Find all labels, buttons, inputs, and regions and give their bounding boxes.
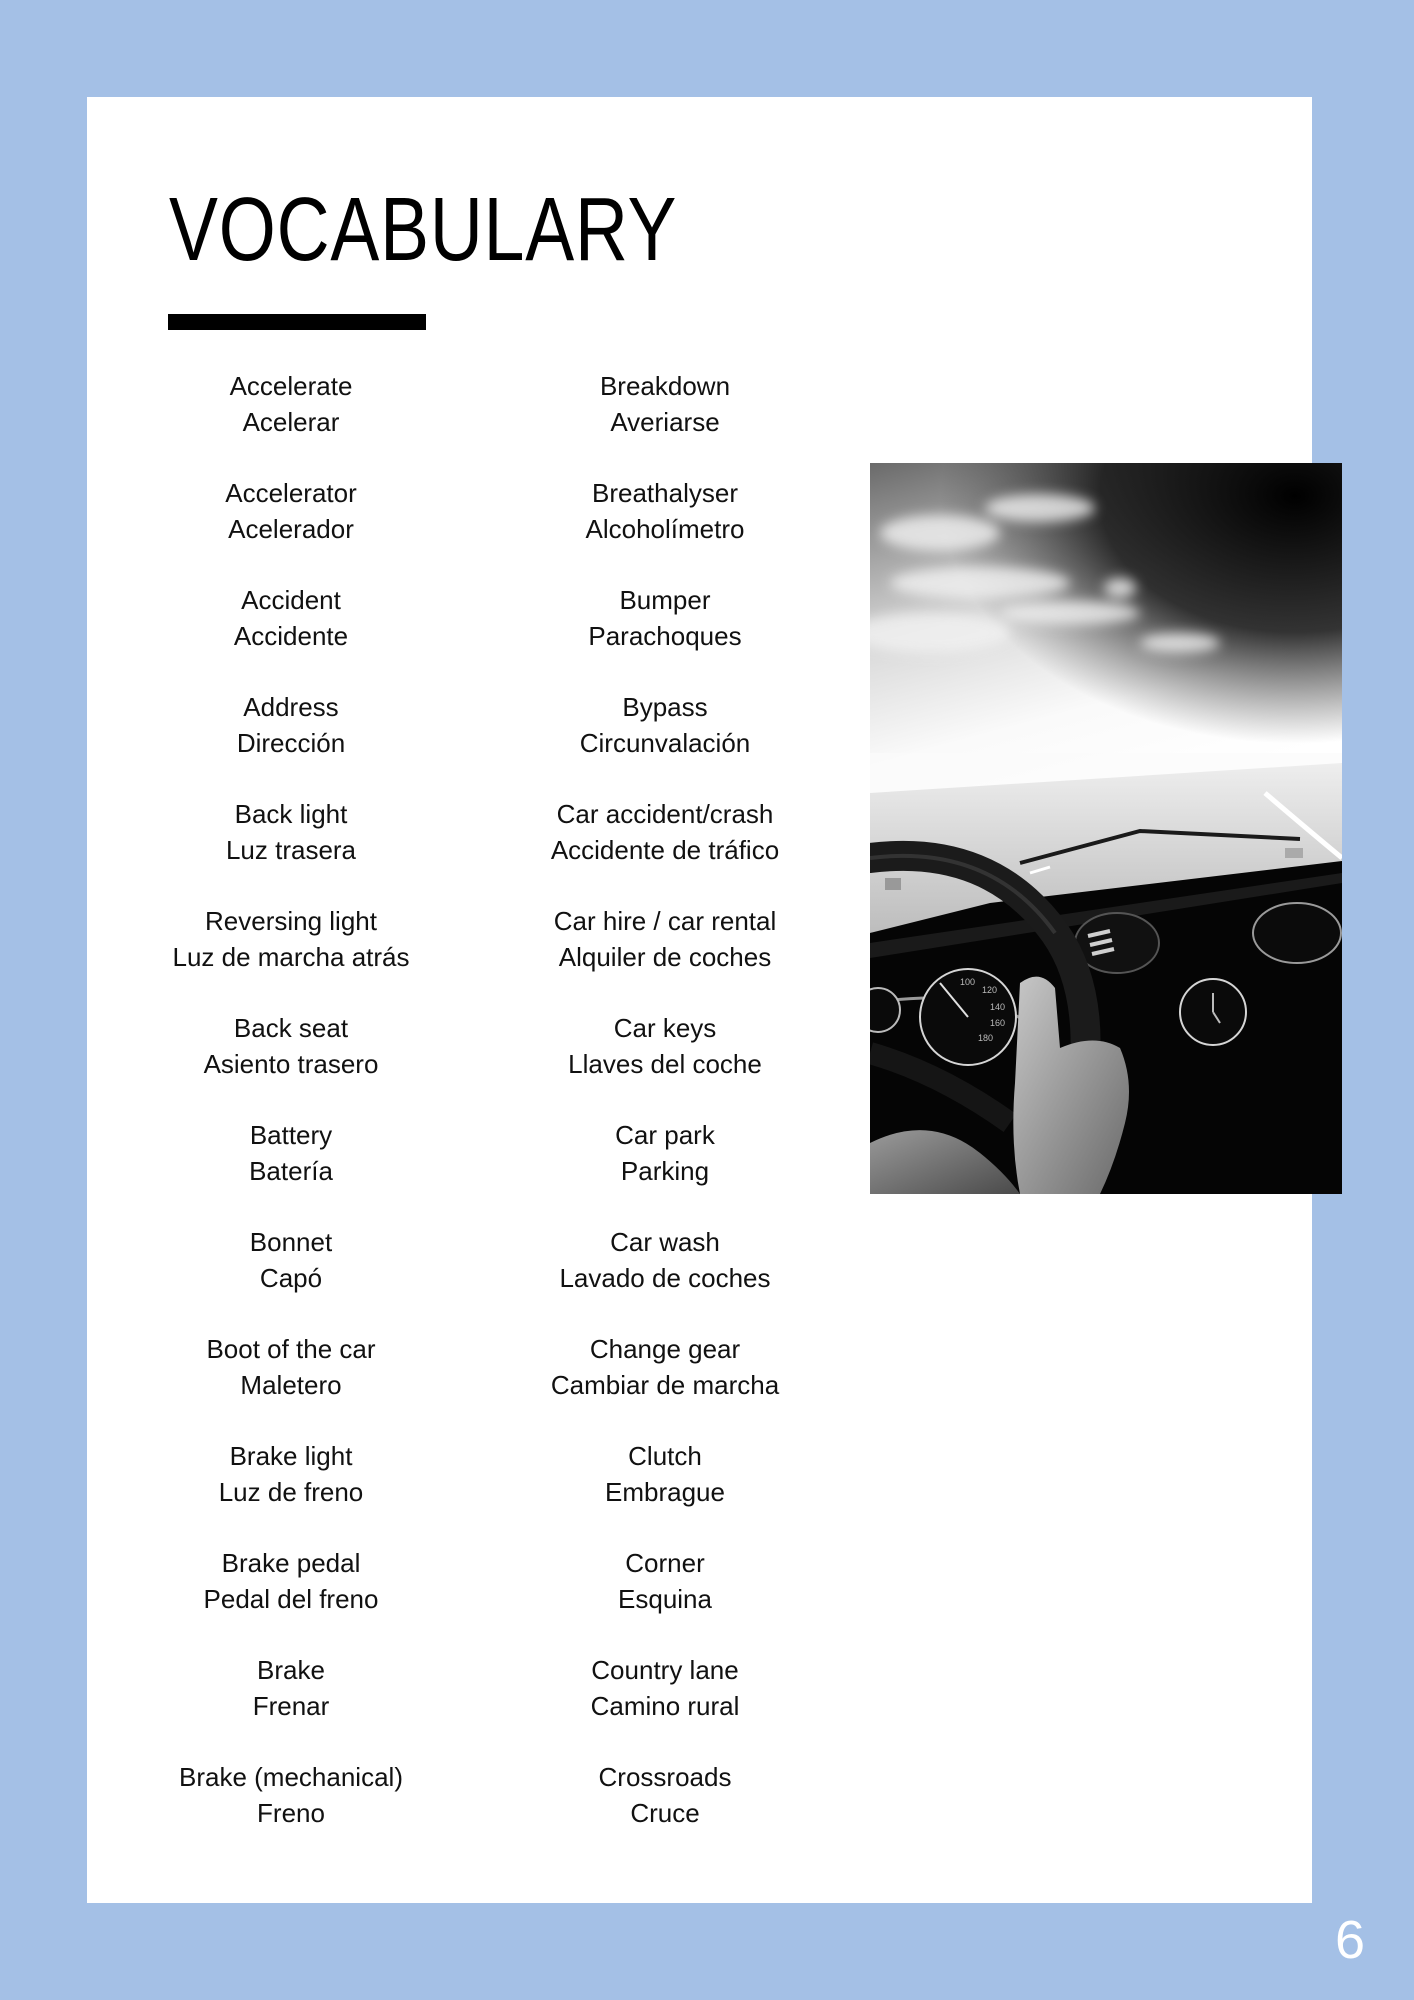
- vocabulary-pair: [485, 903, 845, 975]
- vocabulary-pair: [111, 1545, 471, 1617]
- spanish-translation: Dirección: [236, 728, 346, 758]
- english-term: Clutch: [628, 1441, 702, 1471]
- english-term: Boot of the car: [206, 1334, 376, 1364]
- spanish-translation: Frenar: [252, 1691, 330, 1721]
- vocabulary-pair: [485, 796, 845, 868]
- vocabulary-pair: [485, 1759, 845, 1831]
- spanish-translation: Parachoques: [588, 621, 742, 651]
- english-term: Car accident/crash: [556, 799, 774, 829]
- spanish-translation: Averiarse: [610, 407, 720, 437]
- vocabulary-pair: [111, 368, 471, 440]
- spanish-translation: Acelerar: [242, 407, 340, 437]
- english-term: Bypass: [622, 692, 708, 722]
- svg-text:140: 140: [990, 1002, 1006, 1012]
- vocabulary-pair: [485, 582, 845, 654]
- english-term: Brake pedal: [221, 1548, 361, 1578]
- page-number: 6: [1334, 1910, 1366, 1970]
- spanish-translation: Llaves del coche: [568, 1049, 762, 1079]
- vocabulary-pair: [111, 689, 471, 761]
- spanish-translation: Maletero: [240, 1370, 342, 1400]
- spanish-translation: Alcoholímetro: [585, 514, 745, 544]
- english-term: Reversing light: [205, 906, 377, 936]
- svg-text:160: 160: [990, 1018, 1006, 1028]
- english-term: Car keys: [613, 1013, 717, 1043]
- vocabulary-pair: [485, 1331, 845, 1403]
- spanish-translation: Freno: [257, 1798, 325, 1828]
- vocabulary-pair: [111, 1117, 471, 1189]
- vocabulary-pair: [111, 475, 471, 547]
- vocabulary-pair: [111, 796, 471, 868]
- vocabulary-pair: [485, 1438, 845, 1510]
- english-term: Country lane: [591, 1655, 739, 1685]
- english-term: Brake: [257, 1655, 325, 1685]
- vocabulary-pair: [111, 1010, 471, 1082]
- vocabulary-pair: [485, 1117, 845, 1189]
- vocabulary-pair: [485, 475, 845, 547]
- english-term: Bonnet: [249, 1227, 333, 1257]
- spanish-translation: Luz trasera: [225, 835, 357, 865]
- vocabulary-pair: [111, 582, 471, 654]
- svg-text:120: 120: [982, 985, 998, 995]
- spanish-translation: Lavado de coches: [559, 1263, 771, 1293]
- english-term: Back light: [234, 799, 348, 829]
- vocabulary-pair: [485, 689, 845, 761]
- english-term: Accelerate: [229, 371, 353, 401]
- spanish-translation: Parking: [620, 1156, 710, 1186]
- spanish-translation: Alquiler de coches: [558, 942, 772, 972]
- english-term: Breakdown: [599, 371, 731, 401]
- english-term: Bumper: [619, 585, 711, 615]
- spanish-translation: Circunvalación: [579, 728, 751, 758]
- spanish-translation: Pedal del freno: [203, 1584, 379, 1614]
- english-term: Car park: [615, 1120, 715, 1150]
- spanish-translation: Acelerador: [228, 514, 354, 544]
- vocabulary-pair: [111, 1331, 471, 1403]
- vocabulary-pair: [111, 1759, 471, 1831]
- title-underline-bar: [168, 314, 426, 330]
- vocabulary-pair: [111, 1224, 471, 1296]
- english-term: Address: [243, 692, 339, 722]
- spanish-translation: Accidente de tráfico: [550, 835, 780, 865]
- english-term: Car hire / car rental: [553, 906, 777, 936]
- driving-photo: [870, 463, 1342, 1194]
- vocabulary-pair: [111, 1652, 471, 1724]
- spanish-translation: Capó: [259, 1263, 323, 1293]
- english-term: Back seat: [233, 1013, 349, 1043]
- spanish-translation: Esquina: [618, 1584, 712, 1614]
- english-term: Breathalyser: [592, 478, 738, 508]
- english-term: Change gear: [589, 1334, 741, 1364]
- svg-text:100: 100: [960, 977, 976, 987]
- spanish-translation: Luz de marcha atrás: [172, 942, 410, 972]
- page-title: VOCABULARY: [169, 180, 678, 280]
- english-term: Crossroads: [598, 1762, 732, 1792]
- vocabulary-pair: [485, 1545, 845, 1617]
- spanish-translation: Camino rural: [590, 1691, 740, 1721]
- english-term: Car wash: [610, 1227, 720, 1257]
- vocabulary-pair: [485, 368, 845, 440]
- vocabulary-pair: [485, 1652, 845, 1724]
- spanish-translation: Luz de freno: [218, 1477, 364, 1507]
- vocabulary-pair: [111, 1438, 471, 1510]
- spanish-translation: Cambiar de marcha: [550, 1370, 780, 1400]
- spanish-translation: Cruce: [630, 1798, 700, 1828]
- spanish-translation: Embrague: [605, 1477, 725, 1507]
- english-term: Corner: [625, 1548, 705, 1578]
- spanish-translation: Asiento trasero: [203, 1049, 379, 1079]
- spanish-translation: Accidente: [233, 621, 349, 651]
- vocabulary-pair: [111, 903, 471, 975]
- english-term: Accident: [241, 585, 341, 615]
- vocabulary-pair: [485, 1010, 845, 1082]
- english-term: Accelerator: [225, 478, 357, 508]
- english-term: Brake (mechanical): [179, 1762, 403, 1792]
- english-term: Battery: [249, 1120, 333, 1150]
- vocabulary-pair: [485, 1224, 845, 1296]
- svg-text:180: 180: [978, 1033, 994, 1043]
- spanish-translation: Batería: [249, 1156, 333, 1186]
- english-term: Brake light: [229, 1441, 353, 1471]
